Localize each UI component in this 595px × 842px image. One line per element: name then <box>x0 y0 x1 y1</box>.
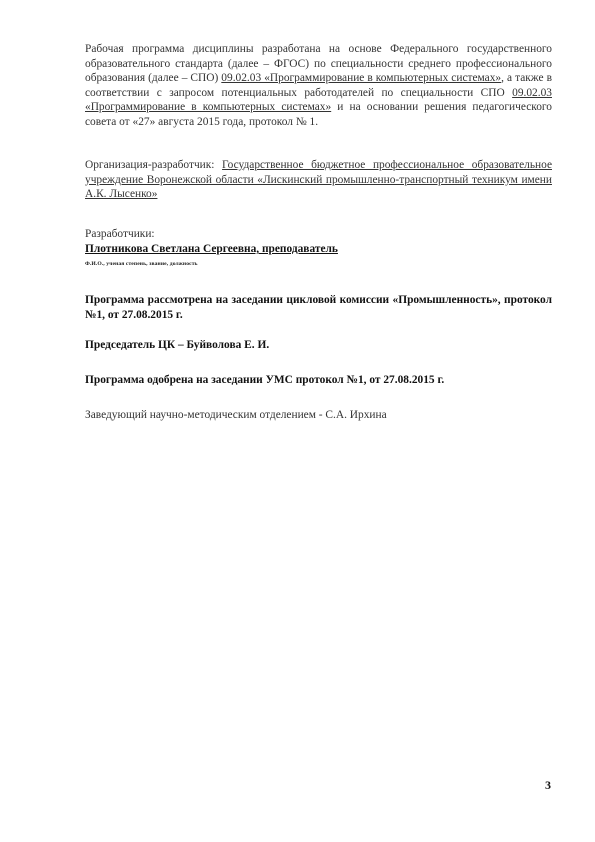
organization-name: Государственное бюджетное профессиональное образовательное учреждение Воронежской области «Лискинский промышленно-транспортный техникум имени А.К. Лысенко» <box>85 159 552 201</box>
basis-text-end: и на основании решения педагогического совета от «27» августа 2015 года, протокол № 1. <box>85 101 552 128</box>
organization-label: Организация-разработчик: <box>85 159 223 171</box>
basis-paragraph <box>85 42 552 130</box>
specialty-code-link: 09.02.03 «Программирование в компьютерных системах» <box>221 72 502 85</box>
page-number: 3 <box>545 778 551 792</box>
developers-label: Разработчики: <box>85 228 155 240</box>
department-head: Заведующий научно-методическим отделением - С.А. Ирхина <box>85 409 387 421</box>
basis-text-continued: , а также в соответствии с запросом потенциальных работодателей по специальности СПО <box>85 72 552 99</box>
organization-paragraph <box>85 158 552 202</box>
commission-chairman: Председатель ЦК – Буйволова Е. И. <box>85 339 270 351</box>
basis-text: Рабочая программа дисциплины разработана на основе Федерального государственного образовательного стандарта (далее – ФГОС) по специальности среднего профессионального образования (далее – СПО) <box>85 43 552 85</box>
developer-name: Плотникова Светлана Сергеевна, преподаватель <box>85 243 338 255</box>
ums-approval: Программа одобрена на заседании УМС протокол №1, от 27.08.2015 г. <box>85 374 445 386</box>
specialty-code-link-2: 09.02.03 «Программирование в компьютерных системах» <box>85 86 552 114</box>
commission-approval: Программа рассмотрена на заседании цикловой комиссии «Промышленность», протокол №1, от 27.08.2015 г. <box>85 294 552 321</box>
developer-name-caption: Ф.И.О., ученая степень, звание, должность <box>85 261 198 267</box>
